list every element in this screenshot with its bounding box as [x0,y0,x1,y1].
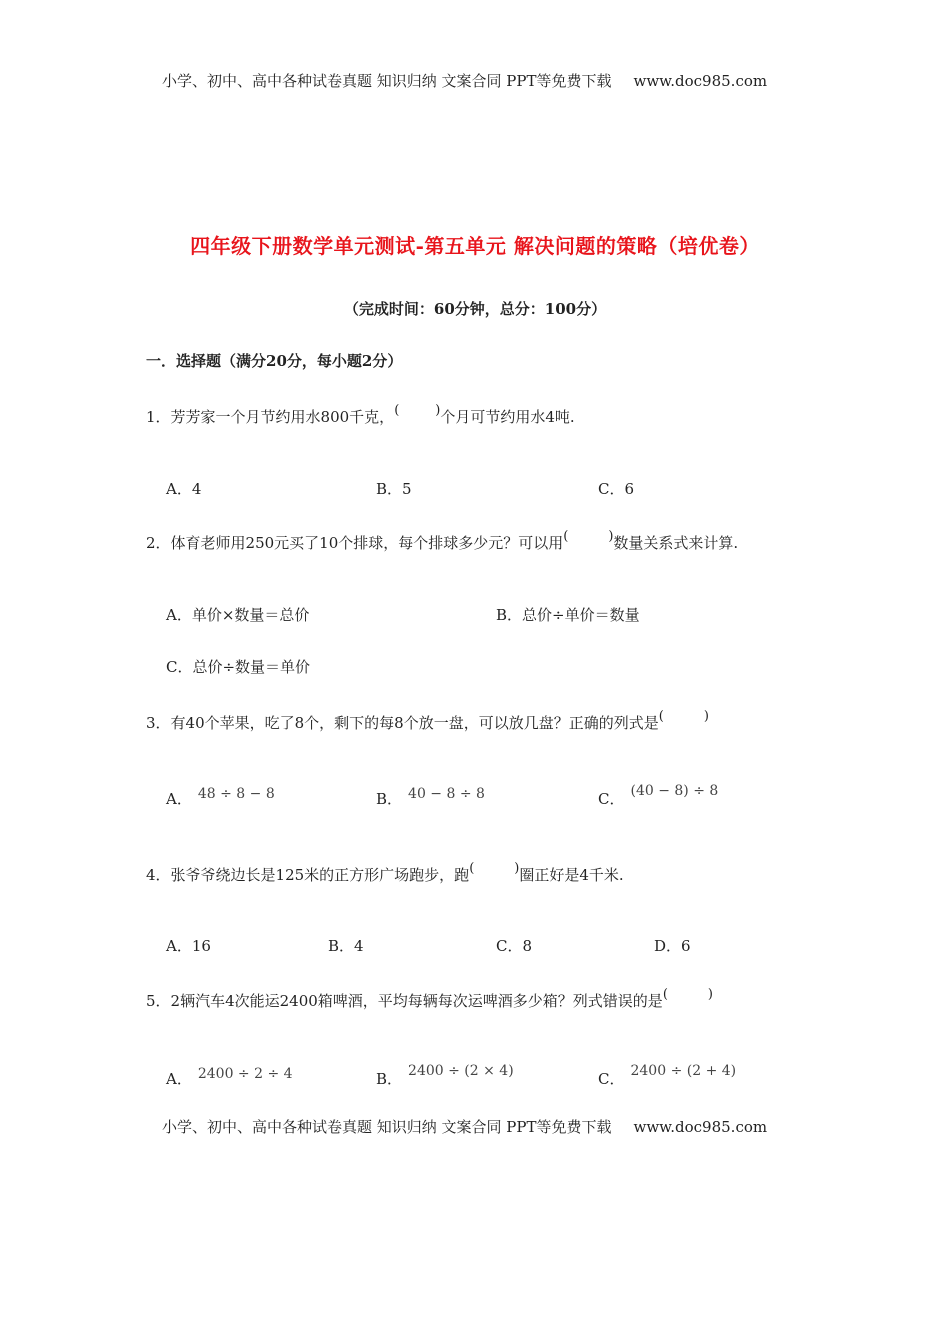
q1-option-c: C．6 [598,480,635,498]
q2-option-b: B．总价÷单价＝数量 [496,606,640,624]
question-1-text: 1．芳芳家一个月节约用水800千克， [146,408,395,426]
question-2 [146,529,739,553]
q2-option-c: C．总价÷数量＝单价 [166,658,311,676]
question-3 [146,709,709,733]
question-4-text: 4．张爷爷绕边长是125米的正方形广场跑步，跑 [146,866,470,884]
answer-blank: ( ) [662,987,713,1002]
q3-option-a-expression: 48 ÷ 8 − 8 [197,786,275,802]
q3-option-a: A． 48 ÷ 8 − 8 [166,786,275,808]
q5-option-c-expression: 2400 ÷ (2 + 4) [630,1063,737,1079]
q5-option-b-expression: 2400 ÷ (2 × 4) [408,1063,514,1079]
question-1 [146,403,575,427]
question-4-text-end: 圈正好是4千米. [519,866,624,884]
q3-option-b: B． 40 − 8 ÷ 8 [376,786,485,808]
question-4 [146,861,624,885]
q5-option-b: B． 2400 ÷ (2 × 4) [376,1063,514,1088]
question-3-text: 3．有40个苹果，吃了8个，剩下的每8个放一盘，可以放几盘？正确的列式是 [146,714,659,732]
answer-blank: ( ) [658,709,709,724]
q5-option-a-expression: 2400 ÷ 2 ÷ 4 [197,1066,293,1082]
q5-option-a: A． 2400 ÷ 2 ÷ 4 [166,1066,293,1088]
question-5-text: 5．2辆汽车4次能运2400箱啤酒，平均每辆每次运啤酒多少箱？列式错误的是 [146,992,663,1010]
page-header [162,70,767,91]
header-text: 小学、初中、高中各种试卷真题 知识归纳 文案合同 PPT等免费下载 [162,72,612,90]
page-title: 四年级下册数学单元测试-第五单元 解决问题的策略（培优卷） [190,234,760,258]
page-subtitle: （完成时间：60分钟，总分：100分） [343,300,607,318]
footer-site: www.doc985.com [633,1118,768,1136]
answer-blank: ( ) [394,403,441,418]
question-2-text-end: 数量关系式来计算. [613,534,739,552]
answer-blank: ( ) [469,861,520,876]
section-heading: 一．选择题（满分20分，每小题2分） [146,352,403,370]
question-5 [146,987,713,1011]
q4-option-b: B．4 [328,937,364,955]
answer-blank: ( ) [563,529,614,544]
q4-option-d: D．6 [654,937,691,955]
question-1-text-end: 个月可节约用水4吨. [440,408,575,426]
q4-option-a: A．16 [166,937,211,955]
q3-option-b-expression: 40 − 8 ÷ 8 [408,786,485,802]
q2-option-a: A．单价×数量＝总价 [166,606,310,624]
q1-option-a: A．4 [166,480,202,498]
q4-option-c: C．8 [496,937,533,955]
q1-option-b: B．5 [376,480,412,498]
header-site: www.doc985.com [633,72,768,90]
question-2-text: 2．体育老师用250元买了10个排球，每个排球多少元？可以用 [146,534,564,552]
footer-text: 小学、初中、高中各种试卷真题 知识归纳 文案合同 PPT等免费下载 [162,1118,612,1136]
q5-option-c: C． 2400 ÷ (2 + 4) [598,1063,737,1088]
q3-option-c: C． (40 − 8) ÷ 8 [598,783,719,808]
page-footer [162,1116,767,1137]
q3-option-c-expression: (40 − 8) ÷ 8 [630,783,719,799]
